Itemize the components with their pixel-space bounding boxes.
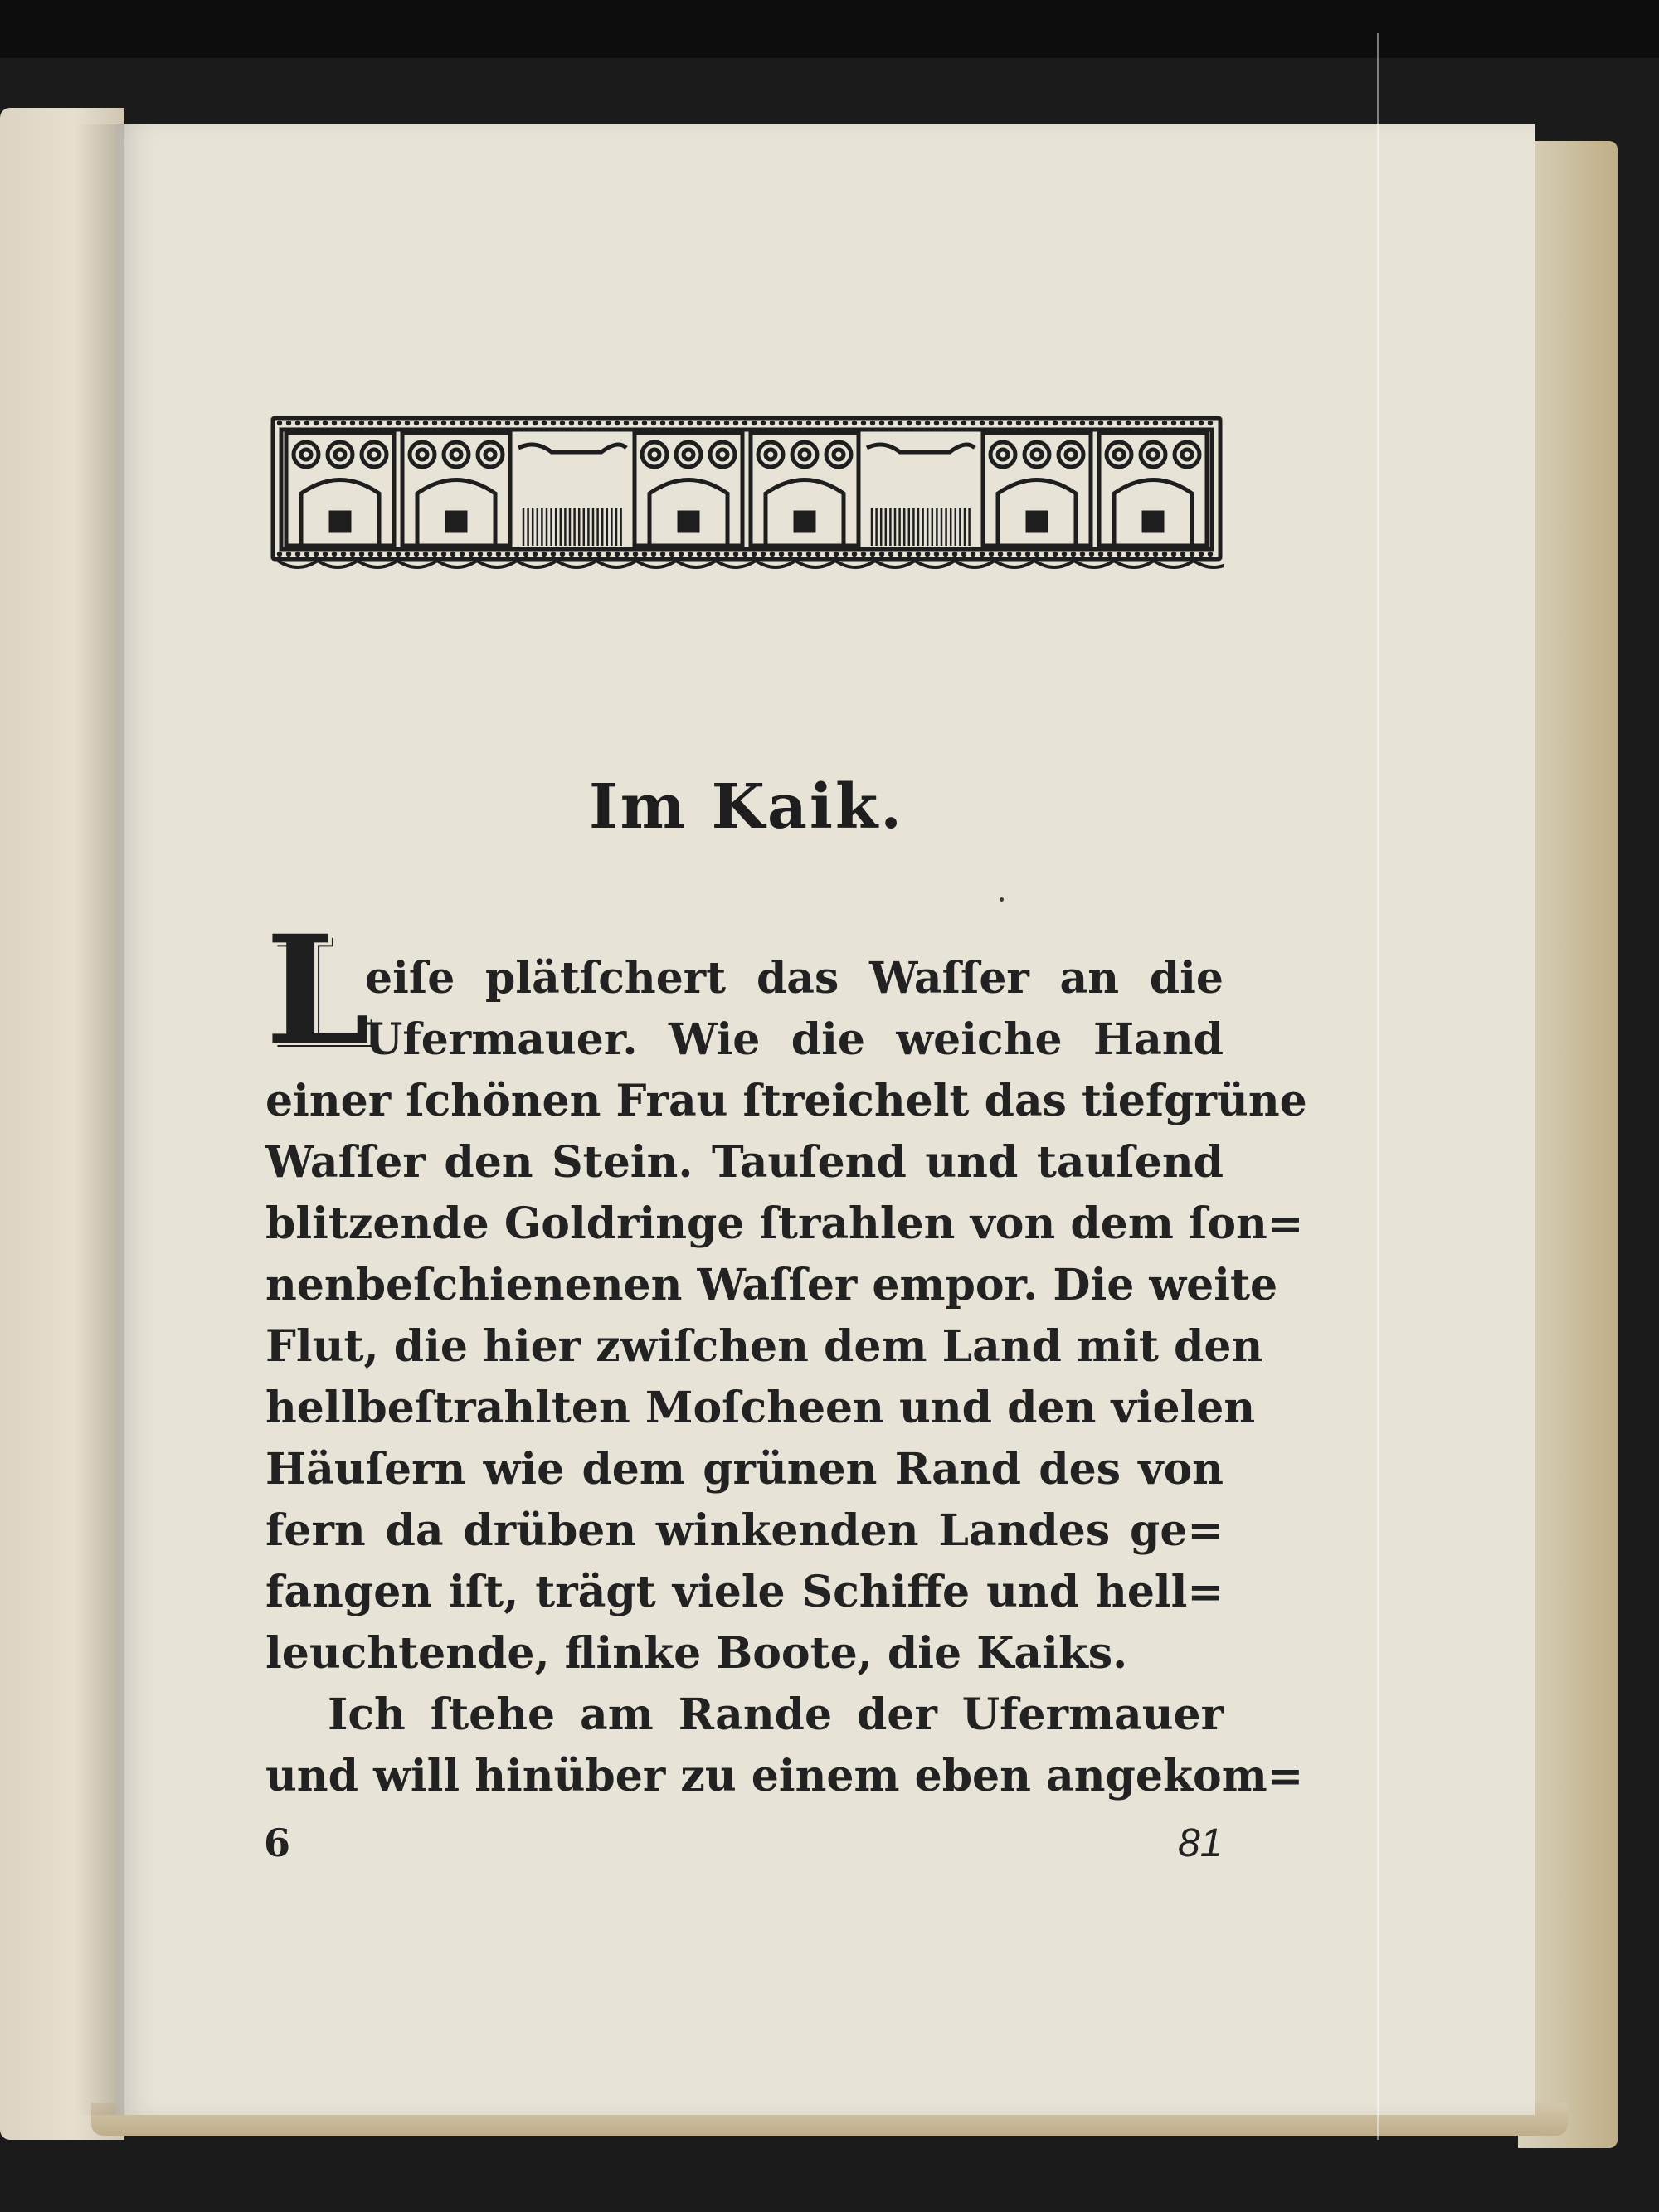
text-line: Waſſer den Stein. Tauſend und tauſend [265, 1137, 1224, 1188]
chapter-title: Im Kaik. [588, 771, 905, 843]
text-line: nenbeſchienenen Waſſer empor. Die weite [265, 1260, 1278, 1310]
signature-mark: 6 [264, 1821, 291, 1865]
scan-top-strip [0, 0, 1659, 58]
text-line: Häuſern wie dem grünen Rand des von [265, 1444, 1224, 1495]
text-line: eiſe plätſchert das Waſſer an die [365, 953, 1224, 1004]
page-number: 81 [1178, 1821, 1223, 1865]
text-line: und will hinüber zu einem eben angekom= [265, 1751, 1304, 1801]
gutter-shadow [75, 124, 124, 2115]
text-line: Flut, die hier zwiſchen dem Land mit den [265, 1321, 1263, 1372]
text-line: einer ſchönen Frau ſtreichelt das tiefgrüne [265, 1076, 1307, 1126]
stray-dot [1000, 897, 1004, 902]
ornamental-header-band [270, 415, 1224, 576]
text-line: hellbeſtrahlten Moſcheen und den vielen [265, 1383, 1256, 1433]
text-line: leuchtende, flinke Boote, die Kaiks. [265, 1628, 1128, 1679]
scan-fold-line [1377, 33, 1379, 2140]
text-line: Ich ſtehe am Rande der Ufermauer [328, 1689, 1224, 1740]
text-line: fangen iſt, trägt viele Schiffe und hell= [265, 1567, 1224, 1617]
drop-cap-initial: L [265, 903, 371, 1078]
text-line: blitzende Goldringe ſtrahlen von dem ſon= [265, 1198, 1304, 1249]
text-line: Ufermauer. Wie die weiche Hand [365, 1014, 1224, 1065]
text-line: fern da drüben winkenden Landes ge= [265, 1505, 1224, 1556]
